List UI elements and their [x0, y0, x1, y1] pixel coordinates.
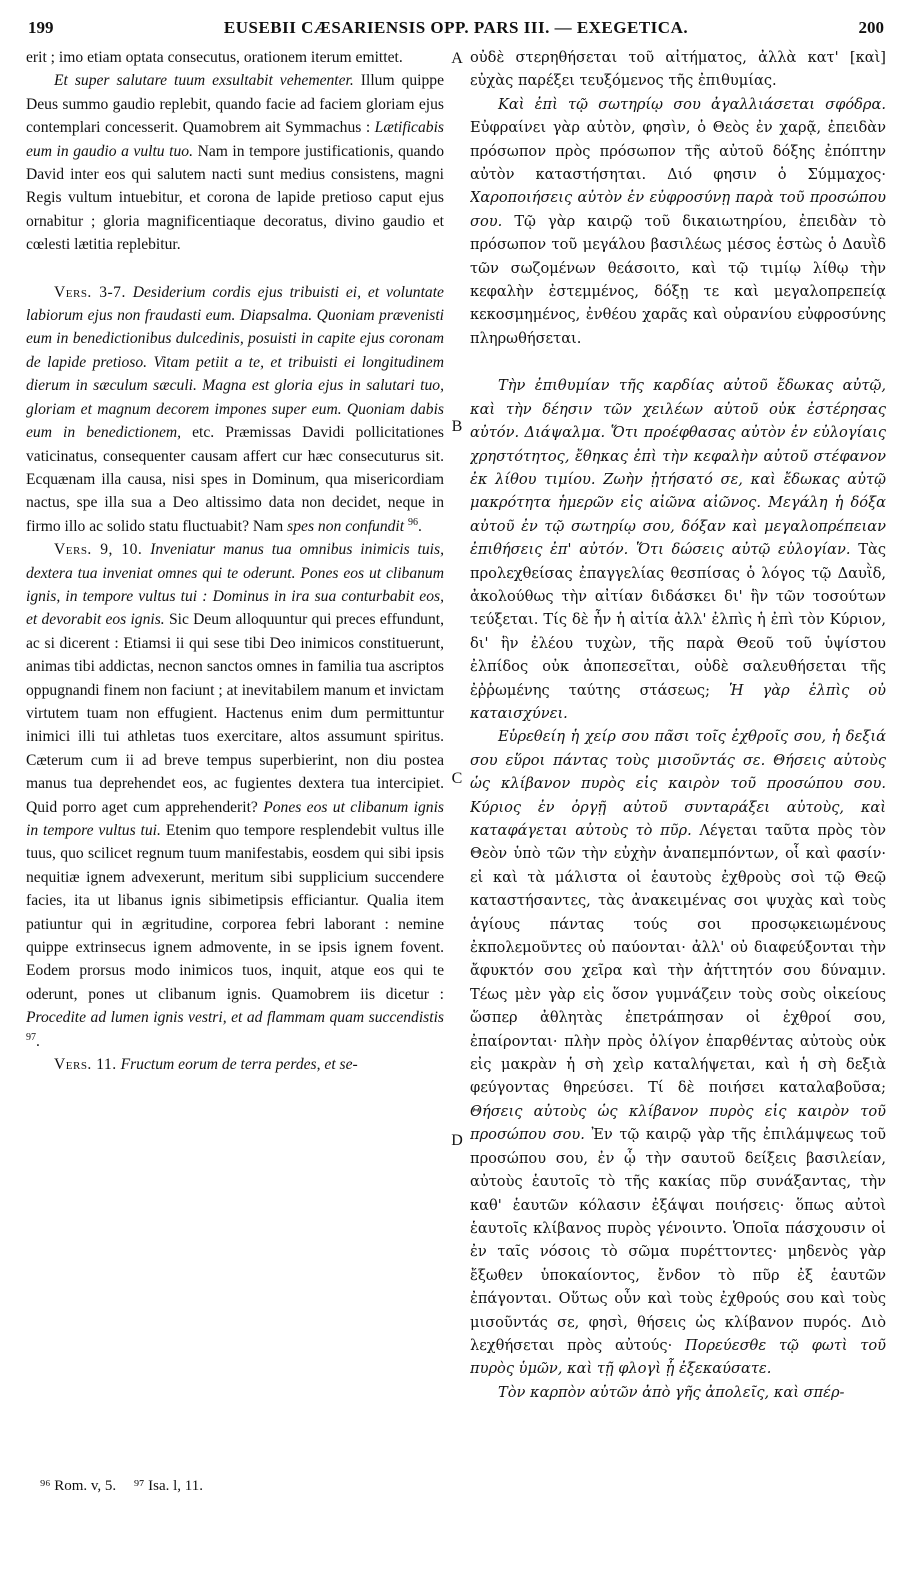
- page-number-right: 200: [858, 18, 884, 37]
- greek-verse: Εὑρεθείη ἡ χείρ σου πᾶσι τοῖς ἐχθροῖς σου, ἡ δεξιά σου εὕροι πάντας τοὺς μισοῦντάς σε. Θήσεις αὐτοὺς ὡς κλίβανον πυρὸς εἰς καιρὸν τοῦ προσώπου σου. Κύριος ἐν ὀργῇ αὐτοῦ συνταράξει αὐτοὺς, καὶ καταφάγεται αὐτοὺς τὸ πῦρ.: [470, 728, 886, 839]
- latin-text: Illum quippe Deus summo gaudio replebit, quando facie ad faciem gloriam ejus contemplari concesserit. Quamobrem ait Symmachus :: [26, 72, 444, 137]
- latin-verse: Et super salutare tuum exsultabit vehementer.: [54, 72, 354, 90]
- greek-quote: Πορεύεσθε τῷ φωτὶ τοῦ πυρὸς ὑμῶν, καὶ τῇ φλογὶ ᾗ ἐξεκαύσατε.: [470, 1336, 886, 1378]
- greek-quote: Χαροποιήσεις αὐτὸν ἐν εὐφροσύνῃ παρὰ τοῦ προσώπου σου.: [470, 189, 886, 230]
- latin-column: [26, 46, 444, 1446]
- greek-text: Εὐφραίνει γὰρ αὐτὸν, φησὶν, ὁ Θεὸς ἐν χαρᾷ, ἐπειδὰν πρόσωπον πρὸς πρόσωπον τῆς αὐτοῦ δόξης ἐπόπτην αὐτὸν καταστήσηται. Διό φησιν ὁ Σύμμαχος·: [470, 119, 886, 184]
- section-marker-a: A: [451, 50, 463, 67]
- latin-verse: Fructum eorum de terra perdes, et se-: [120, 1056, 358, 1074]
- greek-text: οὐδὲ στερηθήσεται τοῦ αἰτήματος, ἀλλὰ κατ' [καὶ] εὐχὰς παρέξει τευξόμενος τῆς ἐπιθυμίας.: [470, 49, 886, 90]
- latin-verse: Desiderium cordis ejus tribuisti ei, et voluntate labiorum ejus non fraudasti eum. Diapsalma. Quoniam prævenisti eum in benedictionibus dulcedinis, posuisti in capite ejus coronam de lapide pretioso. Vitam petiit a te, et tribuisti ei longitudinem dierum in sæculum sæculi. Magna est gloria ejus in salutari tuo, gloriam et magnum decorem impones super eum. Quoniam dabis eum in benedictionem,: [26, 283, 444, 442]
- footnotes: [40, 1478, 217, 1495]
- latin-text: etc. Præmissas Davidi pollicitationes vaticinatus, consequenter causam affert cur hæc consecuturus sit. Ecquænam illa causa, nisi spes in Dominum, qua misericordiam nactus, spe illa sua a Deo altissimo data non decidet, neque in firmo illo ac solido statu fluctuabit? Nam: [26, 424, 444, 535]
- greek-quote: Ἡ γὰρ ἐλπὶς οὐ καταισχύνει.: [470, 681, 886, 722]
- verse-label: Vers. 9, 10.: [54, 541, 143, 559]
- greek-text: Τῷ γὰρ καιρῷ τοῦ δικαιωτηρίου, ἐπειδὰν τὸ πρόσωπον τοῦ μεγάλου βασιλέως μέσος ἑστὼς ὁ Δαυῒδ τῶν σωζομένων θεάσοιτο, καὶ τῷ τιμίῳ λίθῳ τὴν κεφαλὴν ἐστεμμένος, δόξῃ τε καὶ μεγαλοπρεπείᾳ κεκοσμημένος, ἐνθέου χαρᾶς καὶ οὐρανίου εὐφροσύνης πληρωθήσεται.: [470, 212, 886, 347]
- latin-text: Sic Deum alloquuntur qui preces effundunt, ac si dicerent : Etiamsi ii qui sese tibi Deo inimicos constituerunt, animas tibi addictas, necnon sanctos omnes in familia tua ascriptos oppugnandi finem non faciunt ; at inevitabilem manum et invictam virtutem tuam non effugient. Hactenus enim dum permittuntur inimici illi tui athletas tuos exercitare, altos assumunt spiritus. Cæterum cum ii ad breve tempus superbierint, non diu postea manus tua deprehendet eos, ac fugientes dextera tua intercipiet. Quid porro aget cum apprehenderit?: [26, 611, 444, 816]
- latin-quote: Pones eos ut clibanum ignis in tempore vultus tui.: [26, 798, 444, 839]
- verse-label: Vers. 11.: [54, 1056, 117, 1074]
- greek-text: Τὰς προλεχθείσας ἐπαγγελίας θεσπίσας ὁ λόγος τῷ Δαυῒδ, ἀκολούθως τὴν αἰτίαν διδάσκει δι' ἣν τῶν τοσούτων τεύξεται. Τίς δὲ ἦν ἡ αἰτία ἀλλ' ἐλπὶς ἡ ἐπὶ τὸν Κύριον, δι' ἣν ἐλέου τυχὼν, τῆς παρὰ Θεοῦ τοῦ ὑψίστου ἐλπίδος οὐκ ἀποπεσεῖται, οὐδὲ σαλευθήσεται τῆς ἐῤῥωμένης ταύτης στάσεως;: [470, 541, 886, 699]
- latin-paragraph-2: [26, 69, 444, 256]
- greek-text: Ἐν τῷ καιρῷ γὰρ τῆς ἐπιλάμψεως τοῦ προσώπου σου, ἐν ᾧ τὴν σαυτοῦ δείξεις βασιλείαν, αὐτοὺς ἑαυτοῖς τὸ τῆς κακίας πῦρ συνάξαντας, τὴν καθ' ἑαυτῶν κόλασιν ἐξάψαι ποιήσεις· ὅπως αὐτοὶ ἑαυτοῖς κλίβανος πυρὸς γένοιντο. Ὁποῖα πάσχουσιν οἱ ἐν ταῖς νόσοις τὸ σῶμα πυρέττοντες· μηδενὸς γὰρ ἔξωθεν ὑποκαίοντος, ἔνδον τὸ πῦρ ἐξ ἑαυτῶν ἐπάγονται. Οὕτως οὖν καὶ τοὺς ἐχθρούς σου καὶ τοὺς μισοῦντάς σε, φησὶ, θήσεις ὡς κλίβανον πυρός. Διὸ λεχθήσεται πρὸς αὐτούς·: [470, 1126, 886, 1354]
- footnote-ref: 97: [26, 1031, 36, 1043]
- latin-paragraph-1: [26, 46, 444, 69]
- greek-column: [470, 46, 886, 1446]
- section-marker-c: C: [451, 770, 463, 787]
- footnote-96: ⁹⁶ Rom. v, 5.: [40, 1478, 117, 1494]
- section-marker-d: D: [451, 1132, 463, 1149]
- greek-verse: Καὶ ἐπὶ τῷ σωτηρίῳ σου ἀγαλλιάσεται σφόδρα.: [498, 95, 886, 113]
- greek-paragraph-2: [470, 93, 886, 350]
- footnote-97: ⁹⁷ Isa. l, 11.: [133, 1478, 203, 1494]
- latin-quote: Procedite ad lumen ignis vestri, et ad flammam quam succendistis: [26, 1009, 444, 1027]
- greek-quote: Θήσεις αὐτοὺς ὡς κλίβανον πυρὸς εἰς καιρὸν τοῦ προσώπου σου.: [470, 1102, 886, 1144]
- greek-paragraph-3: [470, 374, 886, 725]
- latin-text: erit ; imo etiam optata consecutus, orationem iterum emittet.: [26, 49, 403, 66]
- greek-verse: Τὴν ἐπιθυμίαν τῆς καρδίας αὐτοῦ ἔδωκας αὐτῷ, καὶ τὴν δέησιν τῶν χειλέων αὐτοῦ οὐκ ἐστέρησας αὐτόν. Διάψαλμα. Ὅτι προέφθασας αὐτὸν ἐν εὐλογίαις χρηστότητος, ἔθηκας ἐπὶ τὴν κεφαλὴν αὐτοῦ στέφανον ἐκ λίθου τιμίου. Ζωὴν ᾐτήσατό σε, καὶ ἔδωκας αὐτῷ μακρότητα ἡμερῶν εἰς αἰῶνα αἰῶνος. Μεγάλη ἡ δόξα αὐτοῦ ἐν τῷ σωτηρίῳ σου, δόξαν καὶ μεγαλοπρέπειαν ἐπιθήσεις ἐπ' αὐτόν. Ὅτι δώσεις αὐτῷ εὐλογίαν.: [470, 377, 886, 559]
- greek-paragraph-1: [470, 46, 886, 93]
- running-header: [28, 18, 884, 44]
- greek-paragraph-4: [470, 725, 886, 1380]
- latin-verse: Inveniatur manus tua omnibus inimicis tuis, dextera tua inveniat omnes qui te oderunt. Pones eos ut clibanum ignis, in tempore vultus tui : Dominus in ira sua conturbabit eos, et devorabit eos ignis.: [26, 541, 444, 629]
- section-marker-b: B: [451, 418, 463, 435]
- latin-text: Nam in tempore justificationis, quando David inter eos qui salutem nacti sunt medius consistens, magni Regis vultum intuebitur, et corona de lapide pretioso caput ejus ornabitur ; gloria magnificentiaque decoratus, divino gaudio et cœlesti lætitia replebitur.: [26, 142, 444, 254]
- footnote-ref: 96: [408, 516, 419, 528]
- latin-paragraph-3: Vers. 3-7. Desiderium cordis ejus tribuisti ei, et voluntate labiorum ejus non fraudasti eum. Diapsalma. Quoniam prævenisti eum in benedictionibus dulcedinis, posuisti in capite ejus coronam de lapide pretioso. Vitam petiit a te, et tribuisti ei longitudinem dierum in sæculum sæculi. Magna est gloria ejus in salutari tuo, gloriam et magnum decorem impones super eum. Quoniam dabis eum in benedictionem, etc. Præmissas Davidi pollicitationes vaticinatus, consequenter causam affert cur hæc consecuturus sit. Ecquænam illa causa, nisi spes in Dominum, qua misericordiam nactus, spe illa sua a Deo altissimo data non decidet, neque in firmo illo ac solido statu fluctuabit? Nam spes non confundit $^{96}$.: [26, 283, 444, 535]
- latin-quote: Lætificabis eum in gaudio a vultu tuo.: [26, 119, 444, 160]
- latin-paragraph-5: [26, 1053, 444, 1076]
- verse-label: Vers. 3-7.: [54, 283, 126, 301]
- greek-verse: Τὸν καρπὸν αὐτῶν ἀπὸ γῆς ἀπολεῖς, καὶ σπέρ-: [498, 1383, 845, 1401]
- greek-text: Λέγεται ταῦτα πρὸς τὸν Θεὸν ὑπὸ τῶν τὴν εὐχὴν ἀναπεμπόντων, οἷ καὶ φασίν· εἰ καὶ τὰ μάλιστα οἱ ἑαυτοὺς ἐχθροὺς σοὶ τῷ Θεῷ καταστήσαντες, τὰς ἀνακειμένας σοι ψυχὰς καὶ τοὺς ἁγίους πάντας τούς σοι προσῳκειωμένους ἐκπολεμοῦντες οὐ παύονται· ἀλλ' οὐ διαφεύξονται τὴν ἄφυκτόν σου χεῖρα καὶ τὴν ἀήττητόν σου δύναμιν. Τέως μὲν γὰρ εἰς ὅσον γυμνάζειν τοὺς σοὺς οἰκείους ὥσπερ ἀθλητὰς ἐπετράπησαν οἱ ἐχθροί σου, ἐπαίρονται· πλὴν πρὸς ὀλίγον ἐπαρθέντας αὐτοὺς οὐκ εἰς μακρὰν ἡ σὴ χεὶρ καταλήψεται, καὶ ἡ σὴ δεξιὰ φεύγοντας θηρεύσει. Τί δὲ ποιήσει καταλαβοῦσα;: [470, 822, 886, 1097]
- latin-quote: spes non confundit: [287, 517, 405, 535]
- latin-text: Etenim quo tempore resplendebit vultus ille tuus, quo scilicet regnum tuum manifestabis, eosdem qui sibi ipsis nequitiæ ignem advexerunt, meritum sibi supplicium succendere facies, ita ut libanus ignis sibimetipsis efficiantur. Qualia item patiuntur qui in ægritudine, corporea febri laborant : nemine quippe extrinsecus ignem admovente, in se ipsis ignem fovent. Eodem prorsus modo inimicos tuos, inquit, atque eos qui te oderunt, pones ut clibanum ignis. Quamobrem iis dicetur :: [26, 822, 444, 1003]
- latin-paragraph-4: Vers. 9, 10. Inveniatur manus tua omnibus inimicis tuis, dextera tua inveniat omnes qui te oderunt. Pones eos ut clibanum ignis, in tempore vultus tui : Dominus in ira sua conturbabit eos, et devorabit eos ignis. Sic Deum alloquuntur qui preces effundunt, ac si dicerent : Etiamsi ii qui sese tibi Deo inimicos constituerunt, animas tibi addictas, necnon sanctos omnes in familia tua ascriptos oppugnandi finem non faciunt ; at inevitabilem manum et invictam virtutem tuam non effugient. Hactenus enim dum permittuntur inimici illi tui athletas tuos exercitare, altos assumunt spiritus. Cæterum cum ii ad breve tempus superbierint, non diu postea manus tua deprehendet eos, ac fugientes dextera tua intercipiet. Quid porro aget cum apprehenderit? Pones eos ut clibanum ignis in tempore vultus tui. Etenim quo tempore resplendebit vultus ille tuus, quo scilicet regnum tuum manifestabis, eosdem qui sibi ipsis nequitiæ ignem advexerunt, meritum sibi supplicium succendere facies, ita ut libanus ignis sibimetipsis efficiantur. Qualia item patiuntur qui in ægritudine, corporea febri laborant : nemine quippe extrinsecus ignem admovente, in se ipsis ignem fovent. Eodem prorsus modo inimicos tuos, inquit, atque eos qui te oderunt, pones ut clibanum ignis. Quamobrem iis dicetur : Procedite ad lumen ignis vestri, et ad flammam quam succendistis $^{97}$.: [26, 541, 444, 1050]
- running-title: EUSEBII CÆSARIENSIS OPP. PARS III. — EXEGETICA.: [223, 18, 689, 37]
- page-number-left: 199: [28, 18, 54, 37]
- greek-paragraph-5: [470, 1381, 886, 1404]
